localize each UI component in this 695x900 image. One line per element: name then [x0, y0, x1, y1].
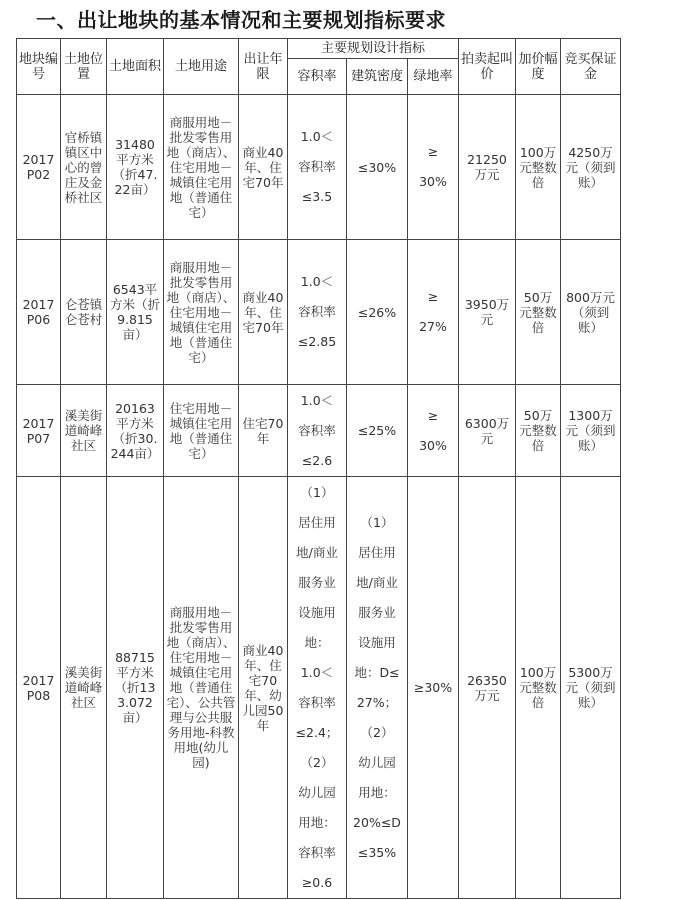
- header-start-price: 拍卖起叫价: [459, 39, 516, 95]
- cell-start-price: 21250万元: [459, 95, 516, 240]
- cell-area: 20163平方米（折30.244亩）: [107, 385, 164, 477]
- cell-deposit: 5300万元（须到账）: [561, 477, 621, 899]
- cell-use: 商服用地－批发零售用地（商店）、住宅用地－城镇住宅用地（普通住宅）: [164, 95, 239, 240]
- cell-use: 住宅用地－城镇住宅用地（普通住宅）: [164, 385, 239, 477]
- cell-green: [408, 385, 459, 477]
- table-row: [17, 385, 621, 477]
- header-far: 容积率: [288, 59, 347, 95]
- header-deposit: 竞买保证金: [561, 39, 621, 95]
- cell-area: 88715平方米（折133.072亩）: [107, 477, 164, 899]
- density-line: ≤35%: [357, 844, 397, 860]
- cell-start-price: 26350万元: [459, 477, 516, 899]
- far-line: 用地：: [298, 814, 336, 830]
- density-line: 居住用: [358, 544, 396, 560]
- green-line: ≥: [427, 144, 439, 159]
- density-line: 幼儿园: [358, 754, 396, 770]
- header-area: 土地面积: [107, 39, 164, 95]
- cell-deposit: 800万元（须到账）: [561, 240, 621, 385]
- far-line: 容积率: [298, 844, 336, 860]
- header-planning-group: 主要规划设计指标: [288, 39, 459, 59]
- cell-location: 溪美街道崎峰社区: [61, 477, 107, 899]
- density-line: （2）: [360, 724, 394, 740]
- cell-increment: 100万元整数倍: [516, 477, 561, 899]
- cell-area: 31480平方米（折47.22亩）: [107, 95, 164, 240]
- far-line: 容积率: [298, 304, 336, 319]
- far-line: （1）: [300, 484, 334, 500]
- far-line: 容积率: [298, 159, 336, 174]
- cell-increment: 100万元整数倍: [516, 95, 561, 240]
- far-line: 容积率: [298, 422, 336, 438]
- density-line: 20%≤D: [353, 814, 401, 830]
- far-line: ≤2.6: [301, 452, 333, 468]
- far-line: ≤3.5: [301, 189, 333, 204]
- cell-location: 溪美街道崎峰社区: [61, 385, 107, 477]
- cell-far: [288, 95, 347, 240]
- far-line: ≤2.85: [297, 334, 337, 349]
- header-use: 土地用途: [164, 39, 239, 95]
- green-line: 30%: [419, 174, 447, 189]
- far-line: 幼儿园: [298, 784, 336, 800]
- header-increment: 加价幅度: [516, 39, 561, 95]
- cell-green: [408, 240, 459, 385]
- cell-green: ≥30%: [408, 477, 459, 899]
- density-line: 服务业: [358, 604, 396, 620]
- green-line: ≥: [427, 407, 439, 423]
- cell-density: ≤26%: [347, 240, 408, 385]
- density-line: 地：D≤: [354, 664, 400, 680]
- page-title: 一、出让地块的基本情况和主要规划指标要求: [36, 8, 446, 32]
- cell-use: 商服用地－批发零售用地（商店）、住宅用地－城镇住宅用地（普通住宅）: [164, 240, 239, 385]
- header-density: 建筑密度: [347, 59, 408, 95]
- cell-term: 住宅70年: [239, 385, 288, 477]
- cell-plot-no: 2017P07: [17, 385, 61, 477]
- cell-far: [288, 477, 347, 899]
- far-line: 1.0＜: [300, 129, 334, 144]
- cell-increment: 50万元整数倍: [516, 385, 561, 477]
- cell-density: ≤30%: [347, 95, 408, 240]
- table-row: [17, 240, 621, 385]
- far-line: 设施用: [298, 604, 336, 620]
- far-line: 地/商业: [296, 544, 338, 560]
- far-line: 服务业: [298, 574, 336, 590]
- header-plot-no: 地块编号: [17, 39, 61, 95]
- far-line: 容积率: [298, 694, 336, 710]
- cell-use: 商服用地－批发零售用地（商店）、住宅用地－城镇住宅用地（普通住宅）、公共管理与公共服务用地-科教用地(幼儿园): [164, 477, 239, 899]
- cell-start-price: 3950万元: [459, 240, 516, 385]
- cell-plot-no: 2017P08: [17, 477, 61, 899]
- table-row: [17, 477, 621, 899]
- far-line: ≤2.4；: [295, 724, 339, 740]
- header-location: 土地位置: [61, 39, 107, 95]
- cell-far: [288, 240, 347, 385]
- density-line: （1）: [360, 514, 394, 530]
- cell-deposit: 1300万元（须到账）: [561, 385, 621, 477]
- far-line: 1.0＜: [300, 274, 334, 289]
- green-line: 27%: [419, 319, 447, 334]
- far-line: 地：: [304, 634, 330, 650]
- green-line: ≥: [427, 289, 439, 304]
- cell-increment: 50万元整数倍: [516, 240, 561, 385]
- density-line: 用地：: [358, 784, 396, 800]
- cell-deposit: 4250万元（须到账）: [561, 95, 621, 240]
- density-line: 地/商业: [356, 574, 398, 590]
- cell-density: [347, 477, 408, 899]
- density-line: 27%；: [356, 694, 398, 710]
- cell-location: 仑苍镇仑苍村: [61, 240, 107, 385]
- cell-plot-no: 2017P02: [17, 95, 61, 240]
- cell-term: 商业40年、住宅70年、幼儿园50年: [239, 477, 288, 899]
- header-term: 出让年限: [239, 39, 288, 95]
- cell-green: [408, 95, 459, 240]
- cell-far: [288, 385, 347, 477]
- density-line: 设施用: [358, 634, 396, 650]
- far-line: （2）: [300, 754, 334, 770]
- land-parcel-table: [16, 38, 621, 899]
- cell-term: 商业40年、住宅70年: [239, 240, 288, 385]
- cell-area: 6543平方米（折9.815亩）: [107, 240, 164, 385]
- header-green: 绿地率: [408, 59, 459, 95]
- far-line: ≥0.6: [301, 874, 333, 890]
- cell-term: 商业40年、住宅70年: [239, 95, 288, 240]
- far-line: 1.0＜: [300, 664, 334, 680]
- cell-location: 官桥镇镇区中心的曾庄及金桥社区: [61, 95, 107, 240]
- cell-plot-no: 2017P06: [17, 240, 61, 385]
- far-line: 1.0＜: [300, 392, 334, 408]
- green-line: 30%: [419, 437, 447, 453]
- cell-density: ≤25%: [347, 385, 408, 477]
- cell-start-price: 6300万元: [459, 385, 516, 477]
- far-line: 居住用: [298, 514, 336, 530]
- table-row: [17, 95, 621, 240]
